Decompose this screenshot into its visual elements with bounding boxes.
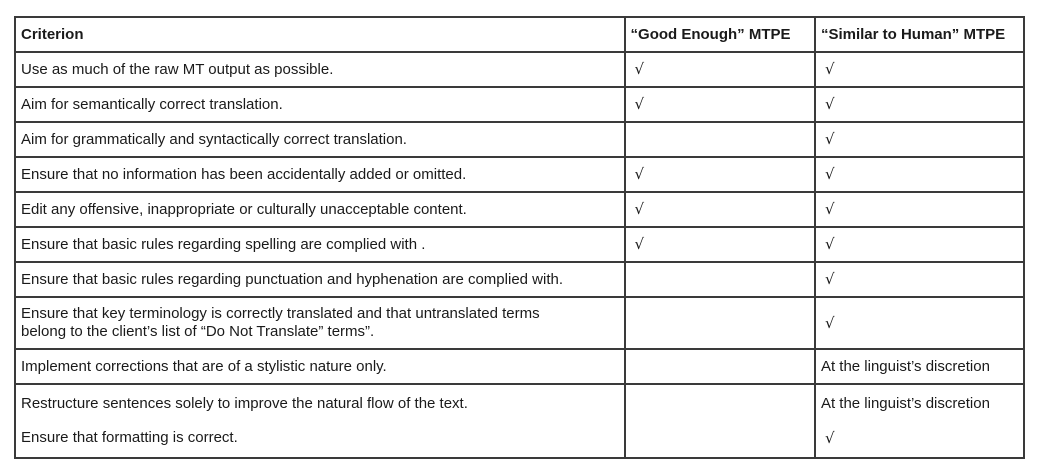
good-enough-cell	[625, 297, 815, 349]
criterion-cell	[15, 297, 625, 349]
table-row	[15, 227, 1024, 262]
similar-to-human-cell	[815, 52, 1024, 87]
similar-to-human-cell	[815, 87, 1024, 122]
discretion-text: At the linguist’s discretion	[820, 394, 990, 412]
criterion-cell	[15, 384, 625, 458]
check-icon: √	[634, 95, 645, 113]
criterion-cell: Ensure that basic rules regarding spelling are complied with .	[15, 227, 625, 262]
mtpe-criteria-table	[14, 16, 1025, 459]
similar-to-human-cell	[815, 297, 1024, 349]
good-enough-cell	[625, 349, 815, 384]
header-similar-to-human: “Similar to Human” MTPE	[815, 17, 1024, 52]
table-row	[15, 349, 1024, 384]
table-header-row	[15, 17, 1024, 52]
table-row	[15, 384, 1024, 458]
check-icon: √	[634, 235, 645, 253]
good-enough-cell	[625, 157, 815, 192]
table-row	[15, 157, 1024, 192]
header-good-enough: “Good Enough” MTPE	[625, 17, 815, 52]
criterion-cell: Ensure that basic rules regarding punctuation and hyphenation are complied with.	[15, 262, 625, 297]
similar-to-human-cell	[815, 192, 1024, 227]
table-row	[15, 122, 1024, 157]
similar-to-human-cell	[815, 227, 1024, 262]
similar-to-human-cell	[815, 157, 1024, 192]
criterion-line: Ensure that formatting is correct.	[21, 429, 238, 446]
check-icon: √	[824, 428, 835, 447]
check-icon: √	[824, 270, 835, 288]
table-row	[15, 192, 1024, 227]
similar-to-human-cell	[815, 122, 1024, 157]
criterion-cell: Use as much of the raw MT output as possible.	[15, 52, 625, 87]
criterion-line: belong to the client’s list of “Do Not Translate” terms”.	[21, 323, 375, 340]
check-icon: √	[634, 200, 645, 218]
table-row	[15, 52, 1024, 87]
check-icon: √	[824, 60, 835, 78]
table-row	[15, 87, 1024, 122]
good-enough-cell	[625, 192, 815, 227]
criterion-cell: Aim for semantically correct translation.	[15, 87, 625, 122]
good-enough-cell	[625, 52, 815, 87]
good-enough-cell	[625, 227, 815, 262]
table-row	[15, 297, 1024, 349]
criterion-line: Restructure sentences solely to improve the natural flow of the text.	[21, 395, 468, 412]
similar-to-human-cell	[815, 262, 1024, 297]
good-enough-cell	[625, 122, 815, 157]
criterion-cell: Edit any offensive, inappropriate or culturally unacceptable content.	[15, 192, 625, 227]
criterion-cell: Ensure that no information has been accidentally added or omitted.	[15, 157, 625, 192]
criterion-cell: Aim for grammatically and syntactically correct translation.	[15, 122, 625, 157]
good-enough-cell	[625, 87, 815, 122]
good-enough-cell	[625, 262, 815, 297]
check-icon: √	[634, 60, 645, 78]
check-icon: √	[824, 95, 835, 113]
check-icon: √	[824, 313, 835, 332]
similar-to-human-cell: At the linguist’s discretion	[815, 349, 1024, 384]
table-row	[15, 262, 1024, 297]
check-icon: √	[824, 235, 835, 253]
good-enough-cell	[625, 384, 815, 458]
check-icon: √	[824, 130, 835, 148]
criterion-cell: Implement corrections that are of a stylistic nature only.	[15, 349, 625, 384]
check-icon: √	[824, 200, 835, 218]
criterion-line: Ensure that key terminology is correctly translated and that untranslated terms	[21, 305, 540, 322]
check-icon: √	[824, 165, 835, 183]
header-criterion: Criterion	[15, 17, 625, 52]
similar-to-human-cell	[815, 384, 1024, 458]
check-icon: √	[634, 165, 645, 183]
